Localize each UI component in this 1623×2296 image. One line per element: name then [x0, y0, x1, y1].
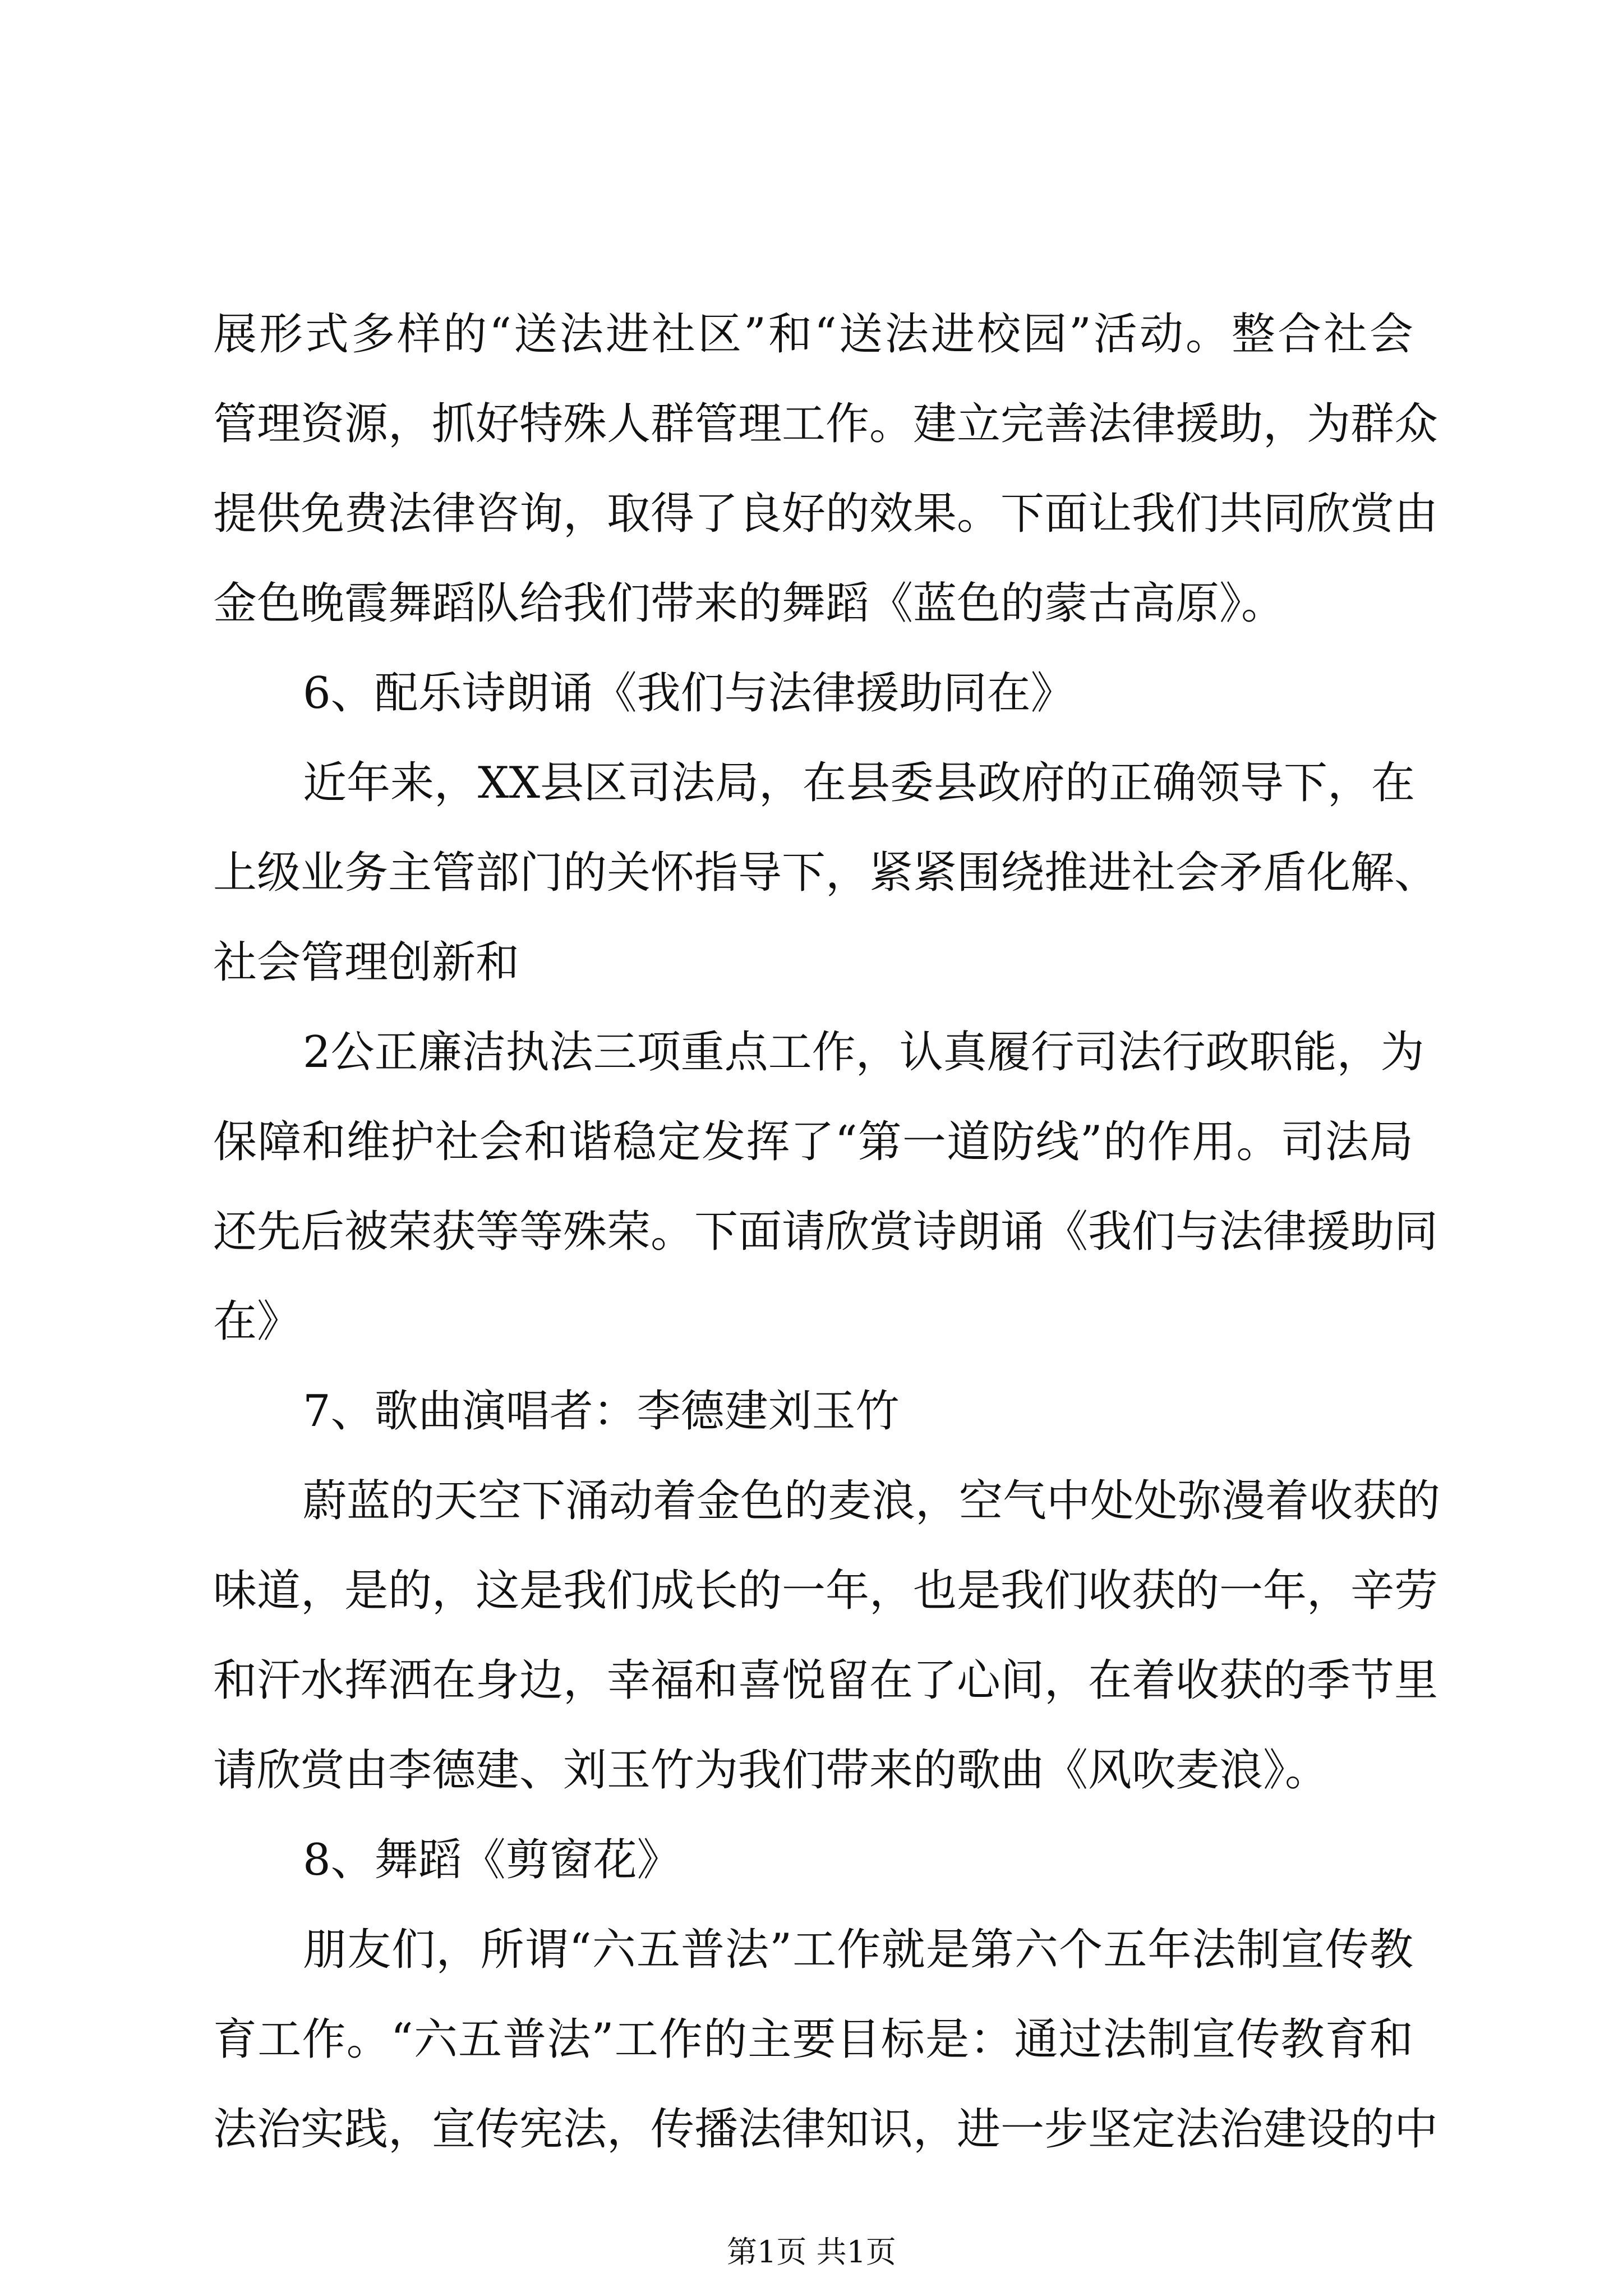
section-heading: 7、歌曲演唱者：李德建刘玉竹: [303, 1386, 900, 1437]
paragraph-line: 金色晚霞舞蹈队给我们带来的舞蹈《蓝色的蒙古高原》。: [213, 578, 1285, 629]
paragraph-line: 保障和维护社会和谐稳定发挥了“第一道防线”的作用。司法局: [213, 1117, 1413, 1167]
paragraph-line: 在》: [213, 1296, 301, 1347]
paragraph-line: 社会管理创新和: [213, 937, 520, 988]
paragraph-line: 管理资源，抓好特殊人群管理工作。建立完善法律援助，为群众: [213, 399, 1438, 449]
paragraph-line: 上级业务主管部门的关怀指导下，紧紧围绕推进社会矛盾化解、: [213, 848, 1438, 898]
paragraph-line: 育工作。“六五普法”工作的主要目标是：通过法制宣传教育和: [213, 2014, 1413, 2065]
paragraph-line: 和汗水挥洒在身边，幸福和喜悦留在了心间，在着收获的季节里: [213, 1655, 1438, 1706]
paragraph-line: 朋友们，所谓“六五普法”工作就是第六个五年法制宣传教: [303, 1925, 1413, 1975]
paragraph-line: 展形式多样的“送法进社区”和“送法进校园”活动。整合社会: [213, 309, 1413, 360]
paragraph-line: 蔚蓝的天空下涌动着金色的麦浪，空气中处处弥漫着收获的: [303, 1476, 1441, 1526]
paragraph-line: 法治实践，宣传宪法，传播法律知识，进一步坚定法治建设的中: [213, 2104, 1438, 2155]
paragraph-line: 提供免费法律咨询，取得了良好的效果。下面让我们共同欣赏由: [213, 489, 1438, 539]
paragraph-line: 近年来，XX县区司法局，在县委县政府的正确领导下，在: [303, 758, 1415, 808]
page-footer: 第1页 共1页: [727, 2234, 896, 2270]
section-heading: 6、配乐诗朗诵《我们与法律援助同在》: [303, 668, 1075, 719]
paragraph-line: 味道，是的，这是我们成长的一年，也是我们收获的一年，辛劳: [213, 1566, 1438, 1616]
paragraph-line: 请欣赏由李德建、刘玉竹为我们带来的歌曲《风吹麦浪》。: [213, 1745, 1329, 1796]
paragraph-line: 还先后被荣获等等殊荣。下面请欣赏诗朗诵《我们与法律援助同: [213, 1207, 1438, 1257]
section-heading: 8、舞蹈《剪窗花》: [303, 1835, 681, 1885]
paragraph-line: 2公正廉洁执法三项重点工作，认真履行司法行政职能，为: [303, 1027, 1424, 1078]
